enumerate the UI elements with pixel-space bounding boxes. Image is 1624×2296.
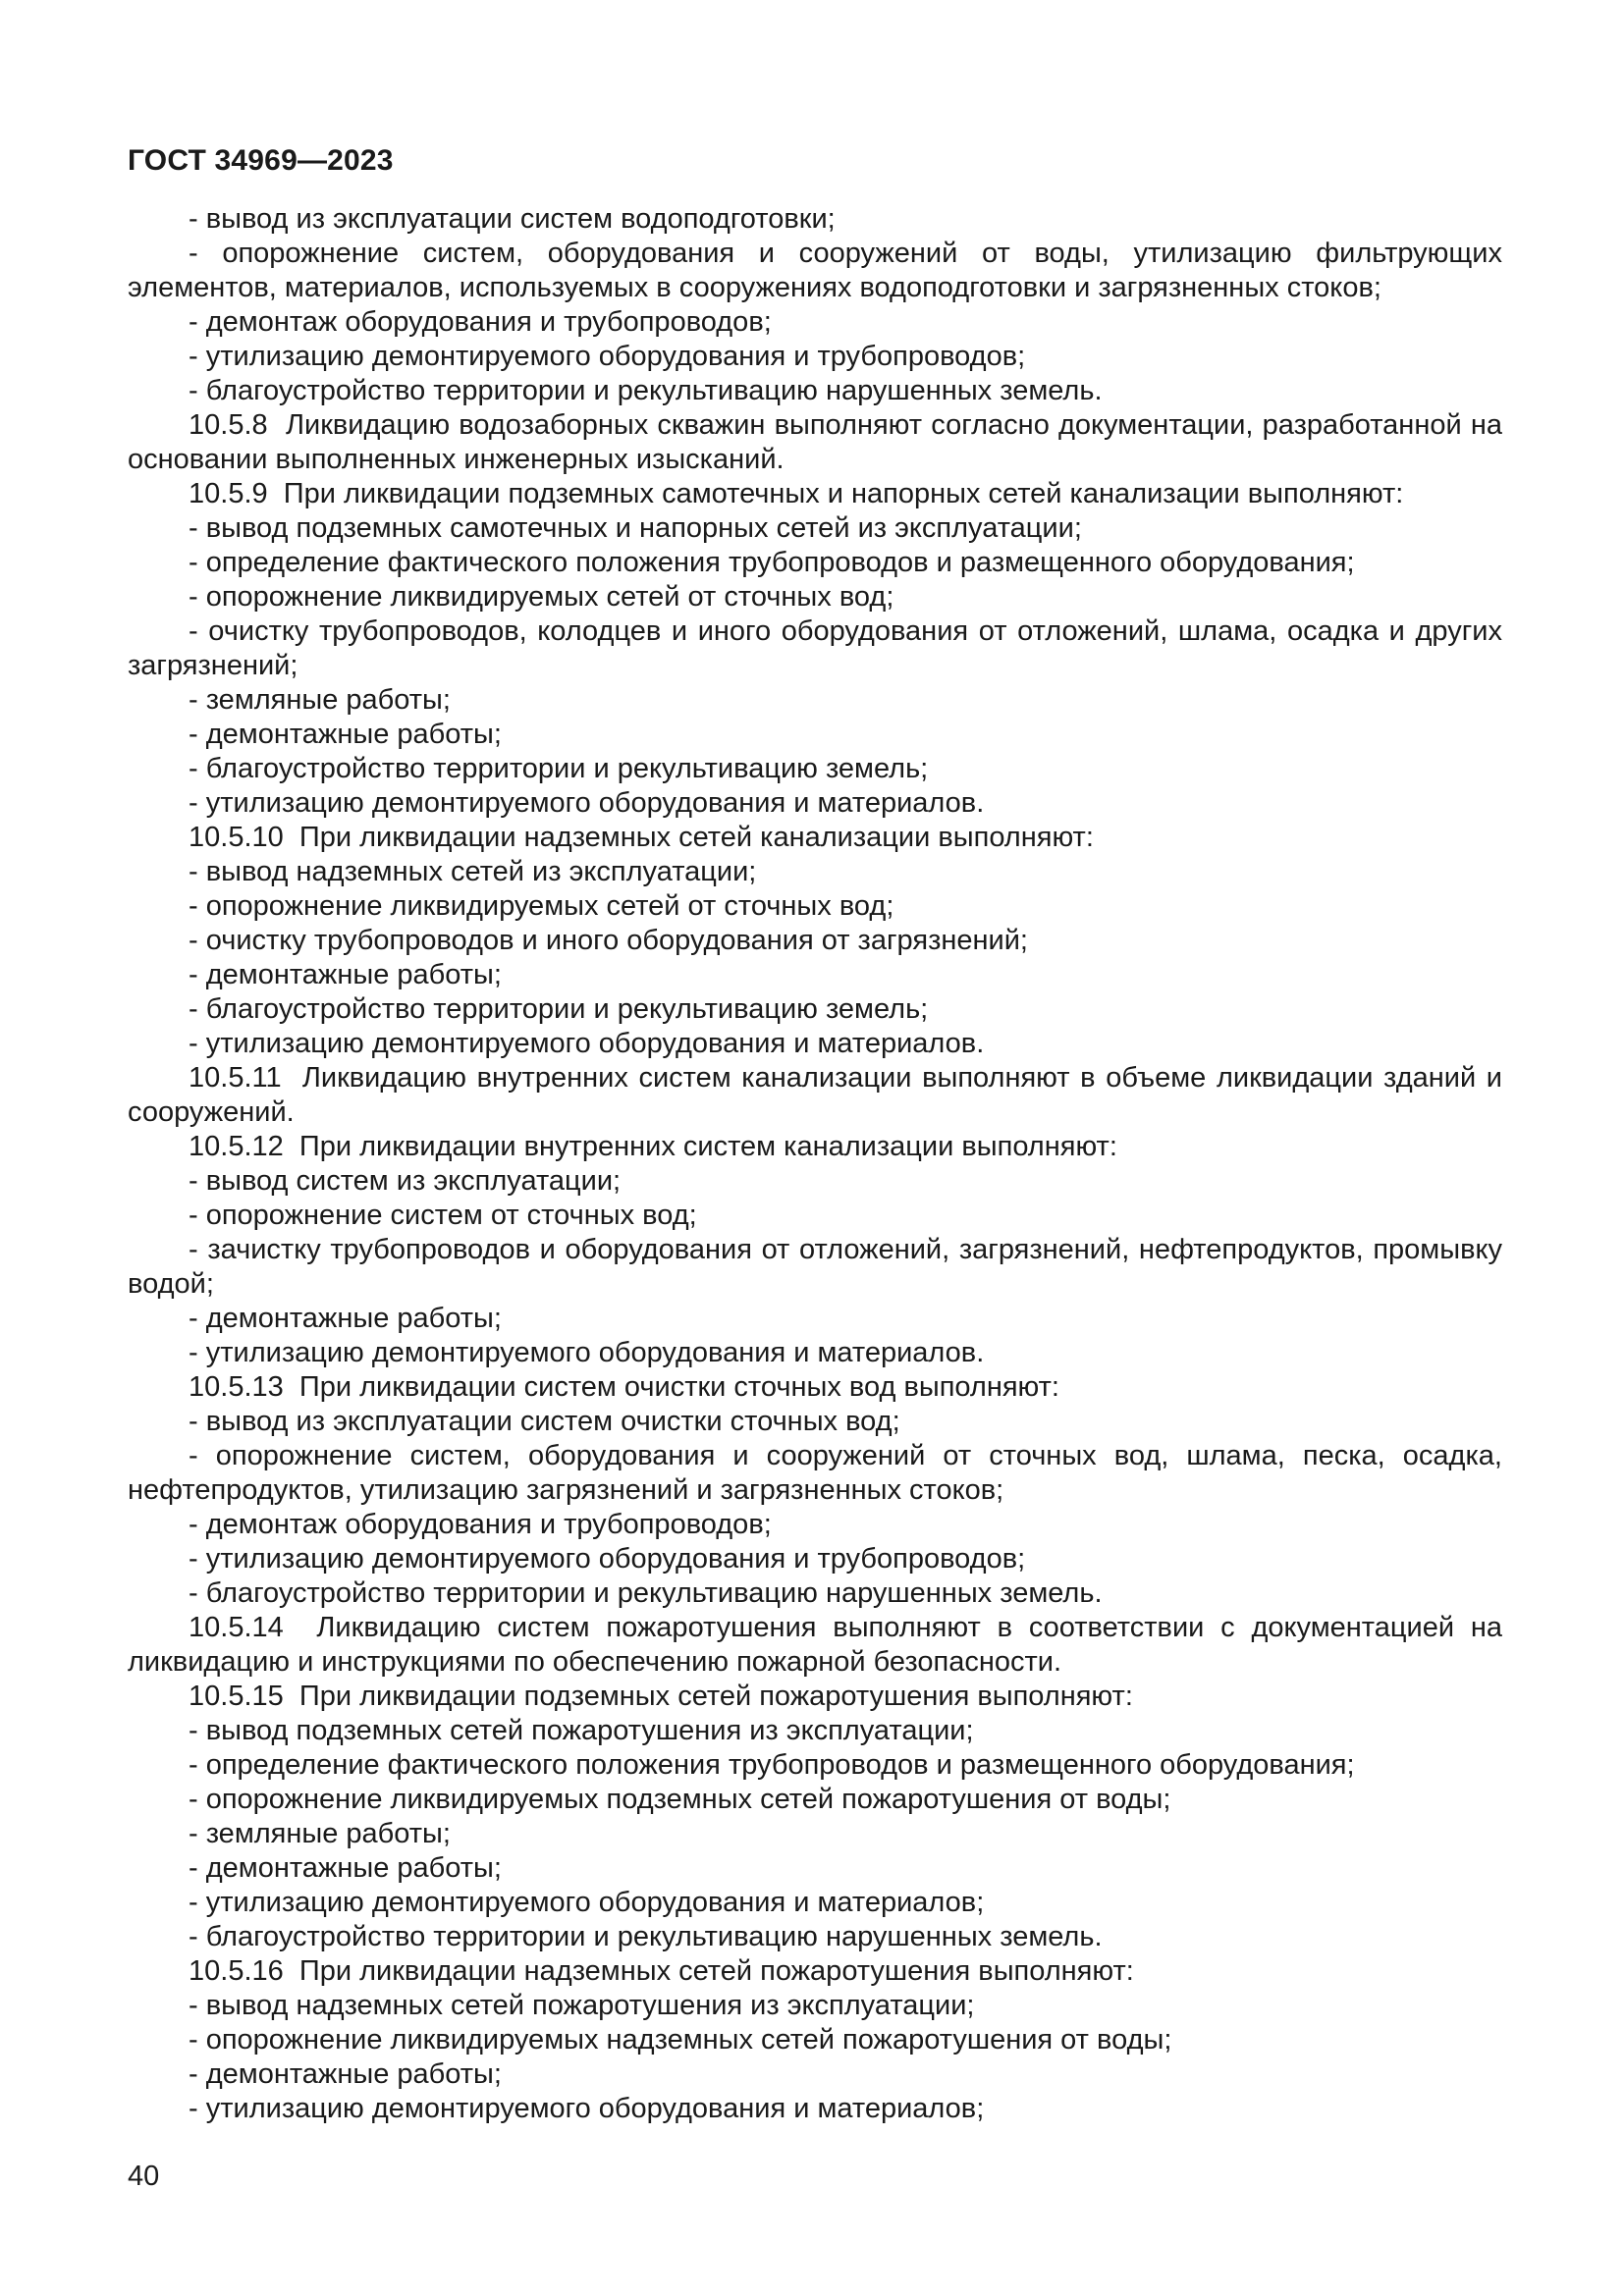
list-item-paragraph: - демонтажные работы; bbox=[189, 959, 502, 990]
page-number: 40 bbox=[128, 2161, 160, 2192]
clause-paragraph: 10.5.13 При ликвидации систем очистки сточных вод выполняют: bbox=[189, 1371, 1059, 1403]
clause-paragraph: 10.5.10 При ликвидации надземных сетей канализации выполняют: bbox=[189, 822, 1094, 853]
list-item-paragraph: - вывод систем из эксплуатации; bbox=[189, 1165, 622, 1197]
list-item-paragraph: - демонтажные работы; bbox=[189, 719, 502, 750]
list-item-paragraph: - опорожнение ликвидируемых надземных сетей пожаротушения от воды; bbox=[189, 2024, 1172, 2056]
list-item-paragraph: - утилизацию демонтируемого оборудования и материалов. bbox=[189, 1028, 985, 1059]
clause-paragraph: 10.5.15 При ликвидации подземных сетей пожаротушения выполняют: bbox=[189, 1681, 1133, 1712]
page-content bbox=[128, 143, 1502, 2194]
list-item-paragraph: - опорожнение ликвидируемых сетей от сточных вод; bbox=[189, 890, 894, 922]
list-item-paragraph: - земляные работы; bbox=[189, 1818, 451, 1849]
list-item-paragraph: - очистку трубопроводов, колодцев и иного оборудования от отложений, шлама, осадка и других загрязнений; bbox=[128, 615, 1502, 681]
clause-paragraph: 10.5.16 При ликвидации надземных сетей пожаротушения выполняют: bbox=[189, 1955, 1134, 1987]
list-item-paragraph: - опорожнение систем, оборудования и сооружений от сточных вод, шлама, песка, осадка, нефтепродуктов, утилизацию загрязнений и загрязненных стоков; bbox=[128, 1440, 1502, 1506]
list-item-paragraph: - благоустройство территории и рекультивацию нарушенных земель. bbox=[189, 1577, 1103, 1609]
list-item-paragraph: - вывод из эксплуатации систем водоподготовки; bbox=[189, 203, 836, 235]
list-item-paragraph: - зачистку трубопроводов и оборудования от отложений, загрязнений, нефтепродуктов, промывку водой; bbox=[128, 1234, 1502, 1300]
list-item-paragraph: - опорожнение ликвидируемых подземных сетей пожаротушения от воды; bbox=[189, 1784, 1171, 1815]
list-item-paragraph: - опорожнение ликвидируемых сетей от сточных вод; bbox=[189, 581, 894, 613]
list-item-paragraph: - благоустройство территории и рекультивацию нарушенных земель. bbox=[189, 375, 1103, 406]
list-item-paragraph: - демонтажные работы; bbox=[189, 1852, 502, 1884]
list-item-paragraph: - утилизацию демонтируемого оборудования и материалов. bbox=[189, 1337, 985, 1368]
list-item-paragraph: - утилизацию демонтируемого оборудования и трубопроводов; bbox=[189, 341, 1026, 372]
list-item-paragraph: - утилизацию демонтируемого оборудования и материалов; bbox=[189, 2093, 985, 2124]
clause-paragraph: 10.5.9 При ликвидации подземных самотечных и напорных сетей канализации выполняют: bbox=[189, 478, 1404, 509]
list-item-paragraph: - вывод надземных сетей из эксплуатации; bbox=[189, 856, 757, 887]
clause-paragraph: 10.5.12 При ликвидации внутренних систем канализации выполняют: bbox=[189, 1131, 1117, 1162]
document-body bbox=[128, 202, 1502, 2126]
list-item-paragraph: - благоустройство территории и рекультивацию земель; bbox=[189, 993, 929, 1025]
running-header: ГОСТ 34969—2023 bbox=[128, 144, 394, 177]
list-item-paragraph: - определение фактического положения трубопроводов и размещенного оборудования; bbox=[189, 1749, 1355, 1781]
list-item-paragraph: - демонтажные работы; bbox=[189, 1303, 502, 1334]
list-item-paragraph: - утилизацию демонтируемого оборудования и материалов. bbox=[189, 787, 985, 819]
list-item-paragraph: - демонтаж оборудования и трубопроводов; bbox=[189, 306, 772, 338]
list-item-paragraph: - вывод надземных сетей пожаротушения из эксплуатации; bbox=[189, 1990, 975, 2021]
clause-paragraph: 10.5.14 Ликвидацию систем пожаротушения выполняют в соответствии с документацией на ликвидацию и инструкциями по обеспечению пожарной безопасности. bbox=[128, 1612, 1502, 1678]
list-item-paragraph: - очистку трубопроводов и иного оборудования от загрязнений; bbox=[189, 925, 1028, 956]
list-item-paragraph: - демонтажные работы; bbox=[189, 2058, 502, 2090]
clause-paragraph: 10.5.11 Ликвидацию внутренних систем канализации выполняют в объеме ликвидации зданий и сооружений. bbox=[128, 1062, 1502, 1128]
list-item-paragraph: - опорожнение систем от сточных вод; bbox=[189, 1200, 697, 1231]
list-item-paragraph: - земляные работы; bbox=[189, 684, 451, 716]
list-item-paragraph: - благоустройство территории и рекультивацию нарушенных земель. bbox=[189, 1921, 1103, 1952]
clause-paragraph: 10.5.8 Ликвидацию водозаборных скважин выполняют согласно документации, разработанной на основании выполненных инженерных изысканий. bbox=[128, 409, 1502, 475]
list-item-paragraph: - вывод из эксплуатации систем очистки сточных вод; bbox=[189, 1406, 900, 1437]
list-item-paragraph: - утилизацию демонтируемого оборудования и материалов; bbox=[189, 1887, 985, 1918]
list-item-paragraph: - вывод подземных сетей пожаротушения из эксплуатации; bbox=[189, 1715, 974, 1746]
list-item-paragraph: - опорожнение систем, оборудования и сооружений от воды, утилизацию фильтрующих элементов, материалов, используемых в сооружениях водоподготовки и загрязненных стоков; bbox=[128, 238, 1502, 303]
list-item-paragraph: - определение фактического положения трубопроводов и размещенного оборудования; bbox=[189, 547, 1355, 578]
list-item-paragraph: - вывод подземных самотечных и напорных сетей из эксплуатации; bbox=[189, 512, 1082, 544]
list-item-paragraph: - демонтаж оборудования и трубопроводов; bbox=[189, 1509, 772, 1540]
list-item-paragraph: - благоустройство территории и рекультивацию земель; bbox=[189, 753, 929, 784]
list-item-paragraph: - утилизацию демонтируемого оборудования и трубопроводов; bbox=[189, 1543, 1026, 1575]
